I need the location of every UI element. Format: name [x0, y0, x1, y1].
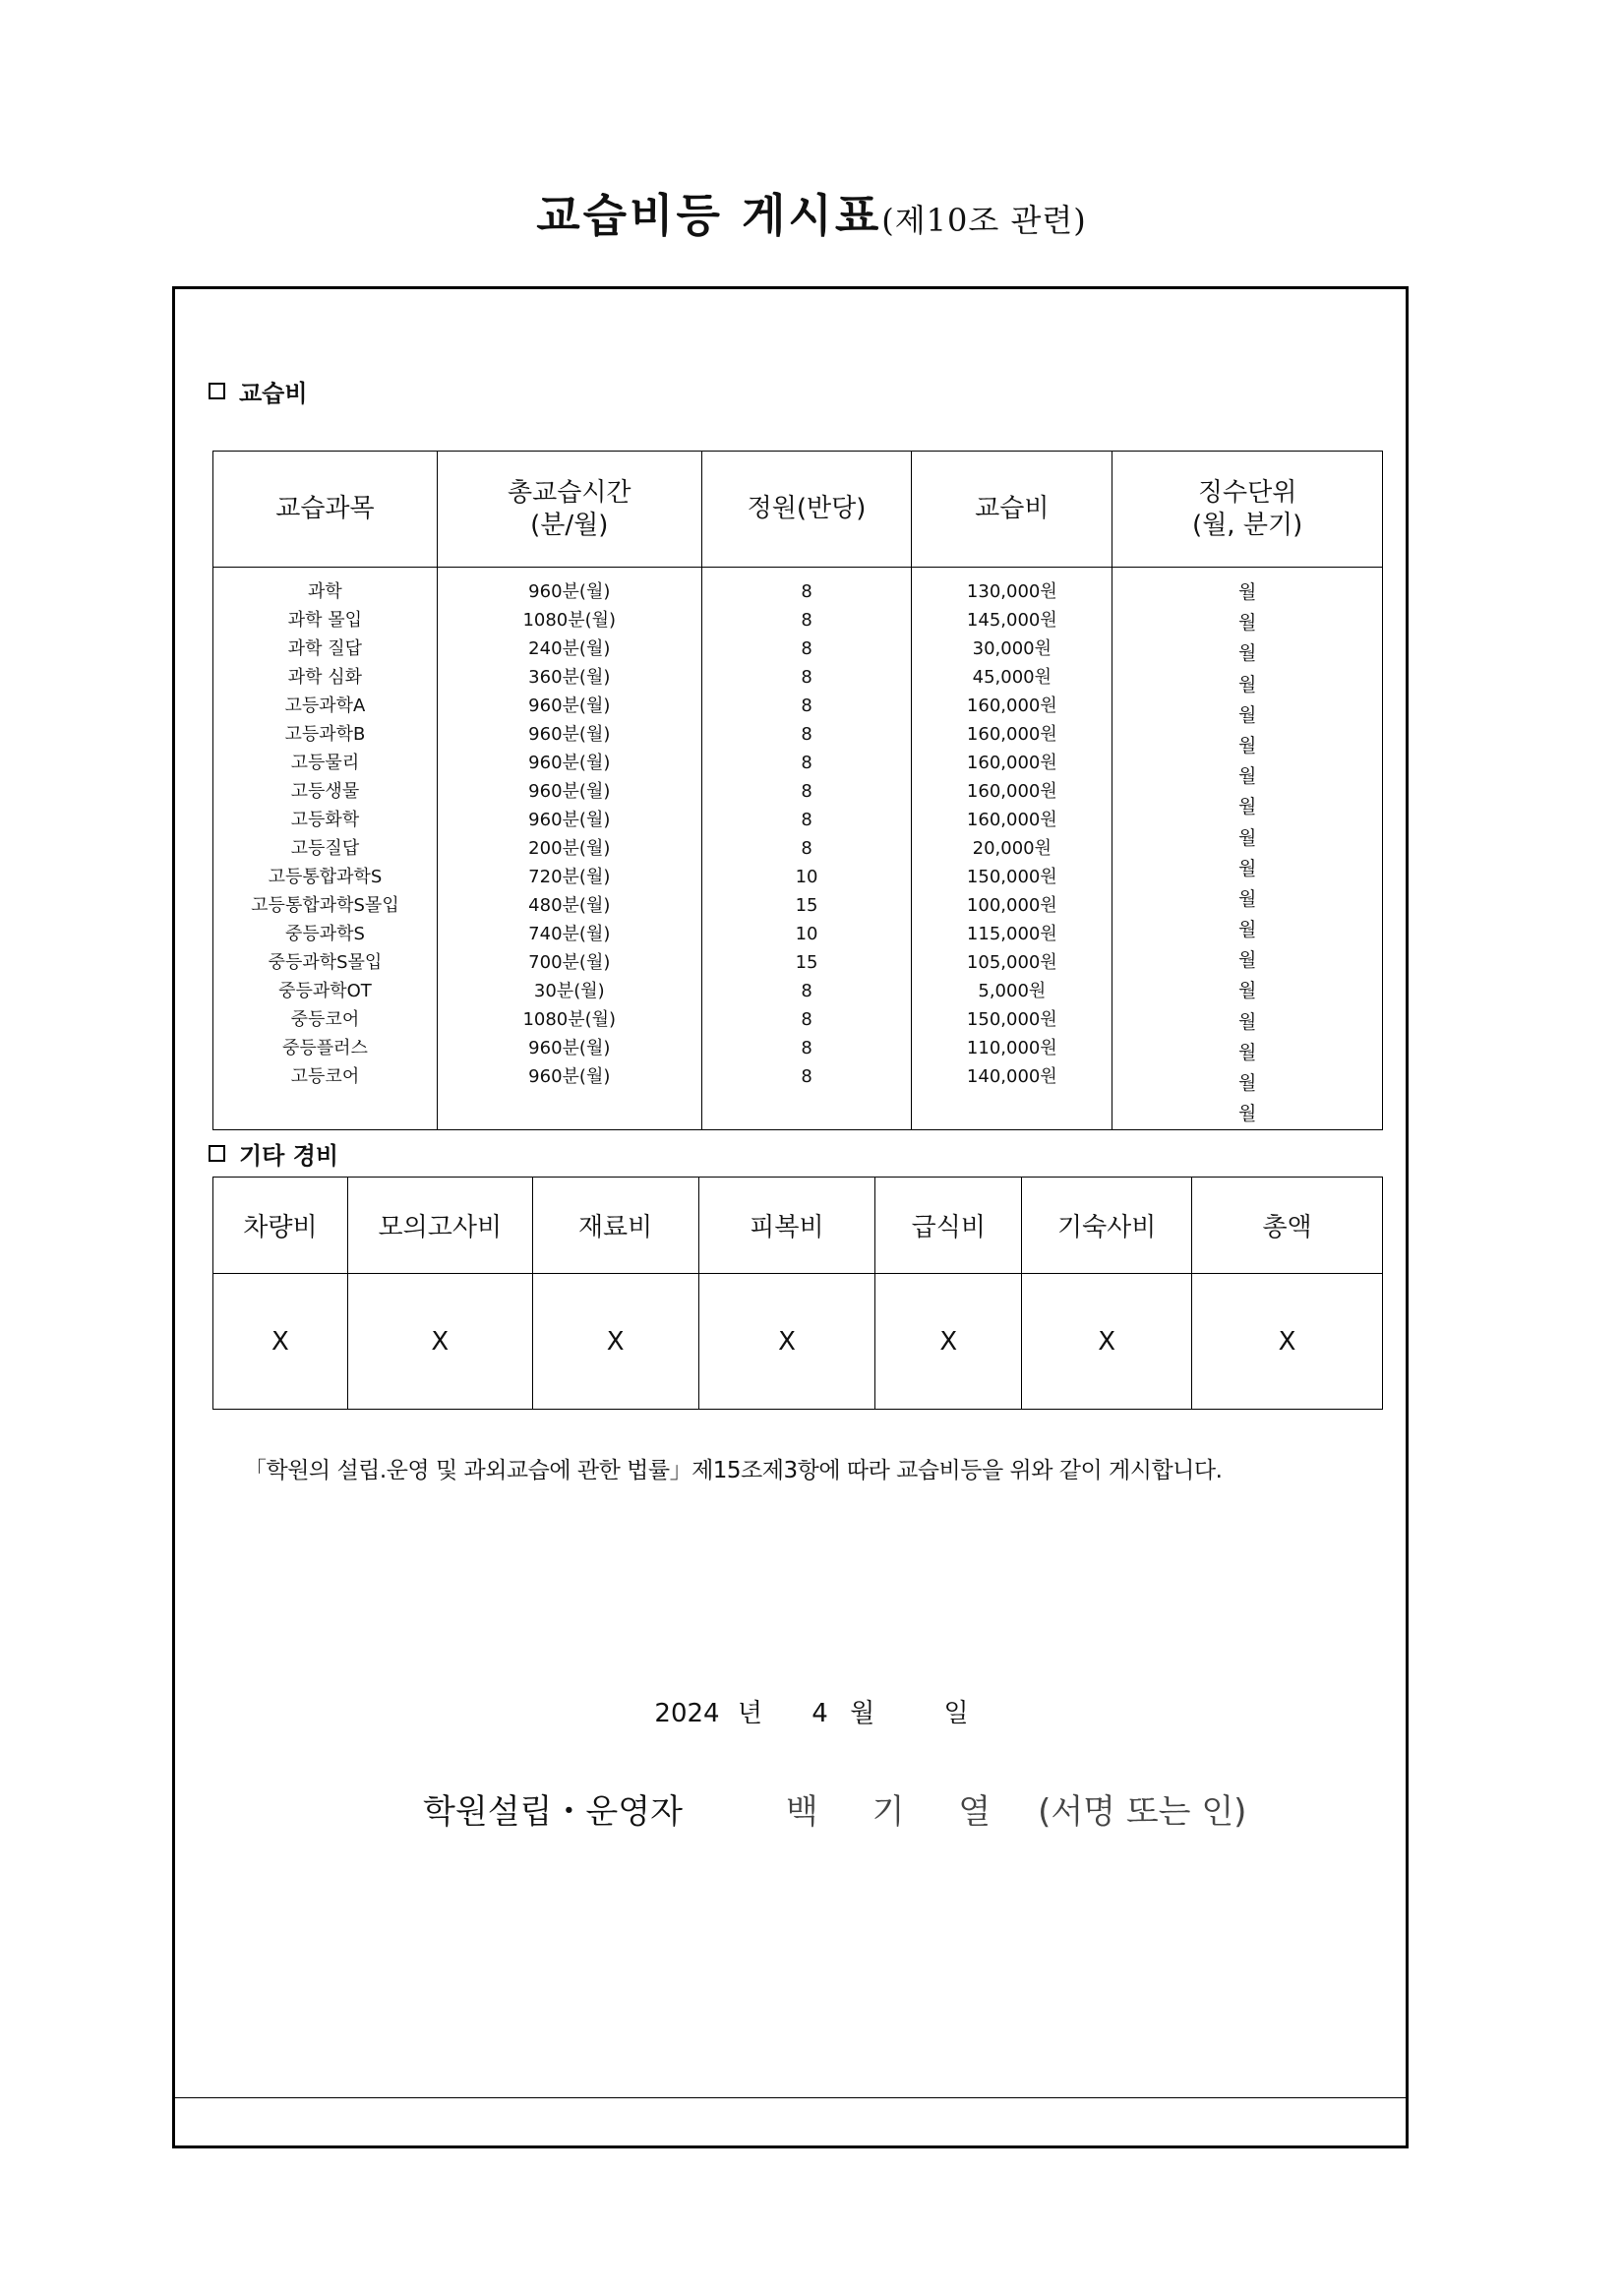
- cell-subject: 고등과학A: [284, 695, 366, 716]
- expense-value: X: [347, 1274, 532, 1410]
- tuition-table-header: [213, 452, 1383, 568]
- date-month-label: 월: [850, 1699, 875, 1728]
- cell-fee: 5,000원: [978, 981, 1047, 1001]
- cell-capacity: 15: [795, 952, 818, 973]
- cell-time: 700분(월): [528, 952, 611, 973]
- cell-unit: 월: [1237, 642, 1257, 665]
- cell-time: 30분(월): [533, 981, 605, 1001]
- cell-unit: 월: [1237, 1072, 1257, 1094]
- legal-statement: 「학원의 설립.운영 및 과외교습에 관한 법률」제15조제3항에 따라 교습비등을 위와 같이 게시합니다.: [244, 1458, 1223, 1483]
- cell-subject: 과학 질답: [287, 638, 363, 659]
- signature-role: 학원설립・운영자: [423, 1792, 683, 1832]
- cell-time: 360분(월): [528, 667, 611, 688]
- cell-capacity: 8: [801, 667, 812, 688]
- cell-fee: 160,000원: [966, 781, 1057, 802]
- cell-fee: 145,000원: [966, 610, 1057, 631]
- tuition-table-body: [213, 568, 1383, 1130]
- header-capacity: 정원(반당): [701, 452, 912, 568]
- cell-time: 240분(월): [528, 638, 611, 659]
- cell-time: 960분(월): [528, 1038, 611, 1058]
- cell-capacity: 8: [801, 810, 812, 830]
- date-year-label: 년: [737, 1699, 762, 1728]
- expense-header: 기숙사비: [1022, 1178, 1192, 1274]
- header-subject: 교습과목: [213, 452, 438, 568]
- cell-subject: 고등화학: [290, 810, 360, 830]
- expense-value: X: [875, 1274, 1022, 1410]
- header-fee: 교습비: [912, 452, 1112, 568]
- cell-time: 960분(월): [528, 810, 611, 830]
- cell-capacity: 8: [801, 610, 812, 631]
- header-unit-line2: (월, 분기): [1192, 510, 1303, 540]
- cell-capacity: 8: [801, 695, 812, 716]
- checkbox-square-icon: [209, 1145, 225, 1162]
- other-expenses-values: [213, 1274, 1383, 1410]
- cell-capacity: 8: [801, 1038, 812, 1058]
- column-fee: [912, 568, 1112, 1130]
- cell-capacity: 8: [801, 981, 812, 1001]
- date-year: 2024: [654, 1699, 720, 1728]
- cell-unit: 월: [1237, 1010, 1257, 1033]
- cell-time: 740분(월): [528, 924, 611, 944]
- cell-capacity: 8: [801, 753, 812, 773]
- title-sub: (제10조 관련): [881, 202, 1087, 239]
- column-capacity: [701, 568, 912, 1130]
- date-line: [0, 1693, 1623, 1729]
- signature-name: 백 기 열: [785, 1792, 1013, 1832]
- expense-header: 총액: [1192, 1178, 1383, 1274]
- document-title: [0, 180, 1623, 245]
- cell-unit: 월: [1237, 796, 1257, 818]
- cell-capacity: 8: [801, 638, 812, 659]
- cell-unit: 월: [1237, 1103, 1257, 1125]
- column-collection-unit: [1112, 568, 1383, 1130]
- expense-header: 재료비: [532, 1178, 698, 1274]
- cell-capacity: 10: [795, 867, 818, 887]
- cell-fee: 160,000원: [966, 695, 1057, 716]
- header-total-time-line1: 총교습시간: [507, 477, 631, 508]
- other-expenses-table: [212, 1177, 1383, 1410]
- cell-time: 960분(월): [528, 695, 611, 716]
- cell-subject: 고등과학B: [284, 724, 366, 745]
- section-heading-label: 기타 경비: [239, 1142, 339, 1170]
- expense-value: X: [698, 1274, 875, 1410]
- cell-subject: 중등과학S몰입: [268, 952, 383, 973]
- cell-unit: 월: [1237, 826, 1257, 849]
- cell-time: 480분(월): [528, 895, 611, 916]
- expense-value: X: [213, 1274, 348, 1410]
- cell-capacity: 10: [795, 924, 818, 944]
- other-expenses-header: [213, 1178, 1383, 1274]
- cell-capacity: 8: [801, 581, 812, 602]
- cell-unit: 월: [1237, 703, 1257, 726]
- expense-value: X: [1192, 1274, 1383, 1410]
- cell-time: 960분(월): [528, 724, 611, 745]
- cell-unit: 월: [1237, 765, 1257, 788]
- cell-fee: 150,000원: [966, 867, 1057, 887]
- expense-header: 모의고사비: [347, 1178, 532, 1274]
- cell-subject: 과학 몰입: [287, 610, 363, 631]
- cell-subject: 중등플러스: [281, 1038, 368, 1058]
- cell-time: 1080분(월): [522, 1009, 617, 1030]
- section-heading-tuition: [209, 374, 308, 408]
- cell-subject: 중등과학OT: [278, 981, 372, 1001]
- cell-fee: 160,000원: [966, 753, 1057, 773]
- cell-unit: 월: [1237, 734, 1257, 756]
- cell-time: 960분(월): [528, 581, 611, 602]
- cell-time: 960분(월): [528, 1066, 611, 1087]
- cell-unit: 월: [1237, 581, 1257, 603]
- column-total-time: [437, 568, 701, 1130]
- cell-subject: 고등물리: [290, 753, 360, 773]
- title-main: 교습비등 게시표: [536, 189, 882, 242]
- cell-fee: 150,000원: [966, 1009, 1057, 1030]
- date-day-label: 일: [943, 1699, 969, 1728]
- cell-subject: 중등과학S: [284, 924, 365, 944]
- header-total-time-line2: (분/월): [530, 510, 609, 540]
- cell-unit: 월: [1237, 1041, 1257, 1063]
- cell-subject: 과학: [308, 581, 342, 602]
- cell-time: 1080분(월): [522, 610, 617, 631]
- date-month: 4: [812, 1699, 828, 1728]
- expense-header: 차량비: [213, 1178, 348, 1274]
- cell-subject: 중등코어: [290, 1009, 360, 1030]
- cell-fee: 115,000원: [966, 924, 1057, 944]
- cell-subject: 고등코어: [290, 1066, 360, 1087]
- cell-subject: 고등질답: [290, 838, 360, 859]
- expense-header: 피복비: [698, 1178, 875, 1274]
- cell-fee: 140,000원: [966, 1066, 1057, 1087]
- cell-unit: 월: [1237, 919, 1257, 941]
- expense-header: 급식비: [875, 1178, 1022, 1274]
- cell-fee: 160,000원: [966, 724, 1057, 745]
- cell-fee: 30,000원: [972, 638, 1052, 659]
- cell-capacity: 15: [795, 895, 818, 916]
- cell-unit: 월: [1237, 887, 1257, 910]
- expense-value: X: [532, 1274, 698, 1410]
- signature-line: [423, 1784, 1246, 1833]
- cell-fee: 105,000원: [966, 952, 1057, 973]
- cell-subject: 고등통합과학S몰입: [251, 895, 399, 916]
- expense-value: X: [1022, 1274, 1192, 1410]
- column-subject: [213, 568, 438, 1130]
- cell-unit: 월: [1237, 612, 1257, 634]
- section-heading-other-expenses: [209, 1136, 338, 1171]
- cell-fee: 45,000원: [972, 667, 1052, 688]
- signature-seal-label: (서명 또는 인): [1038, 1792, 1247, 1832]
- header-total-time: [437, 452, 701, 568]
- cell-capacity: 8: [801, 781, 812, 802]
- cell-capacity: 8: [801, 838, 812, 859]
- cell-subject: 고등통합과학S: [268, 867, 383, 887]
- cell-time: 960분(월): [528, 753, 611, 773]
- cell-capacity: 8: [801, 1066, 812, 1087]
- cell-subject: 고등생물: [290, 781, 360, 802]
- checkbox-square-icon: [209, 383, 225, 399]
- cell-capacity: 8: [801, 1009, 812, 1030]
- cell-unit: 월: [1237, 673, 1257, 695]
- cell-capacity: 8: [801, 724, 812, 745]
- cell-unit: 월: [1237, 949, 1257, 972]
- header-collection-unit: [1112, 452, 1383, 568]
- tuition-table: [212, 451, 1383, 1130]
- cell-time: 720분(월): [528, 867, 611, 887]
- cell-unit: 월: [1237, 980, 1257, 1002]
- cell-unit: 월: [1237, 857, 1257, 879]
- cell-time: 200분(월): [528, 838, 611, 859]
- cell-time: 960분(월): [528, 781, 611, 802]
- section-heading-label: 교습비: [239, 380, 308, 407]
- cell-fee: 100,000원: [966, 895, 1057, 916]
- header-unit-line1: 징수단위: [1197, 477, 1297, 508]
- cell-fee: 20,000원: [972, 838, 1052, 859]
- cell-fee: 160,000원: [966, 810, 1057, 830]
- cell-fee: 130,000원: [966, 581, 1057, 602]
- cell-subject: 과학 심화: [287, 667, 363, 688]
- cell-fee: 110,000원: [966, 1038, 1057, 1058]
- frame-bottom-divider: [172, 2097, 1409, 2098]
